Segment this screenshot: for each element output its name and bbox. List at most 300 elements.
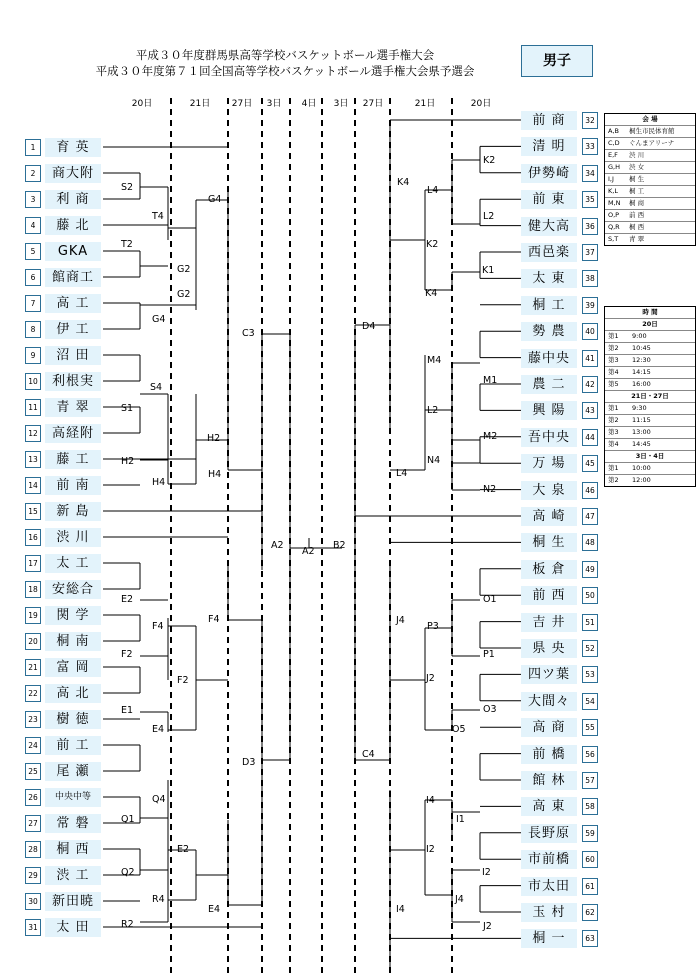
team-number: 52 <box>582 640 598 657</box>
team-entry <box>25 502 103 521</box>
team-entry <box>25 164 103 183</box>
team-name: 前 東 <box>521 190 577 209</box>
team-entry <box>521 137 599 156</box>
match-code: D4 <box>362 321 376 332</box>
team-number: 61 <box>582 878 598 895</box>
team-entry <box>521 296 599 315</box>
slot-time: 16:00 <box>632 380 651 388</box>
slot-time: 12:00 <box>632 476 651 484</box>
day-label: 27日 <box>362 99 384 109</box>
venue-row <box>605 174 695 186</box>
slot-label: 第2 <box>608 416 619 424</box>
match-code: T4 <box>152 211 164 222</box>
schedule-day-label: 3日・4日 <box>605 451 695 463</box>
day-label: 27日 <box>231 99 253 109</box>
team-name: 渋 工 <box>45 866 101 885</box>
match-code: D3 <box>242 757 256 768</box>
match-code: E2 <box>121 594 134 605</box>
schedule-row <box>605 379 695 391</box>
team-name: 青 翠 <box>45 398 101 417</box>
team-entry <box>521 164 599 183</box>
schedule-row <box>605 331 695 343</box>
team-entry <box>521 929 599 948</box>
team-name: 農 二 <box>521 375 577 394</box>
venue-code: M,N <box>608 199 621 207</box>
venue-code: I,J <box>608 175 614 183</box>
team-entry <box>521 533 599 552</box>
schedule-row <box>605 427 695 439</box>
schedule-row <box>605 475 695 486</box>
match-code: T2 <box>121 239 133 250</box>
match-code: E2 <box>177 844 190 855</box>
team-entry <box>25 632 103 651</box>
team-number: 19 <box>25 607 41 624</box>
venue-row <box>605 126 695 138</box>
match-code: A2 <box>302 546 315 557</box>
team-name: 高 北 <box>45 684 101 703</box>
slot-time: 13:00 <box>632 428 651 436</box>
team-number: 38 <box>582 270 598 287</box>
match-code: A2 <box>271 540 284 551</box>
team-entry <box>25 242 103 261</box>
team-entry <box>25 762 103 781</box>
match-code: R2 <box>121 919 134 930</box>
match-code: Q2 <box>121 867 135 878</box>
team-name: 太 工 <box>45 554 101 573</box>
team-name: 育 英 <box>45 138 101 157</box>
team-entry <box>25 528 103 547</box>
team-number: 48 <box>582 534 598 551</box>
match-code: K4 <box>397 177 410 188</box>
team-name: 商大附 <box>45 164 101 183</box>
venue-row <box>605 210 695 222</box>
team-name: 尾 瀬 <box>45 762 101 781</box>
team-name: 桐 生 <box>521 533 577 552</box>
team-name: 前 南 <box>45 476 101 495</box>
gender-label: 男子 <box>521 45 593 77</box>
schedule-row <box>605 415 695 427</box>
match-code: B2 <box>333 540 346 551</box>
team-number: 51 <box>582 614 598 631</box>
team-name: 板 倉 <box>521 560 577 579</box>
team-number: 6 <box>25 269 41 286</box>
team-entry <box>25 606 103 625</box>
team-name: 清 明 <box>521 137 577 156</box>
team-name: 安総合 <box>45 580 101 599</box>
team-entry <box>521 560 599 579</box>
match-code: O5 <box>452 724 466 735</box>
team-number: 36 <box>582 218 598 235</box>
team-name: 玉 村 <box>521 903 577 922</box>
team-entry <box>25 840 103 859</box>
venue-row <box>605 162 695 174</box>
team-entry <box>521 771 599 790</box>
schedule-day-label: 20日 <box>605 319 695 331</box>
venue-name: ぐんまアリーナ <box>629 139 675 147</box>
venue-name: 青 翠 <box>629 235 645 243</box>
slot-label: 第2 <box>608 476 619 484</box>
team-number: 9 <box>25 347 41 364</box>
team-entry <box>521 903 599 922</box>
slot-time: 9:00 <box>632 332 647 340</box>
team-entry <box>25 658 103 677</box>
team-name: 前 商 <box>521 111 577 130</box>
venue-code: G,H <box>608 163 620 171</box>
schedule-day-label: 21日・27日 <box>605 391 695 403</box>
team-name: 館 林 <box>521 771 577 790</box>
venue-code: Q,R <box>608 223 620 231</box>
match-code: K2 <box>483 155 496 166</box>
venue-name: 桐 西 <box>629 223 645 231</box>
slot-time: 10:00 <box>632 464 651 472</box>
slot-time: 9:30 <box>632 404 647 412</box>
team-entry <box>521 375 599 394</box>
team-number: 58 <box>582 798 598 815</box>
team-number: 35 <box>582 191 598 208</box>
match-code: L4 <box>427 185 439 196</box>
venue-row <box>605 222 695 234</box>
team-entry <box>25 346 103 365</box>
match-code: J4 <box>396 615 405 626</box>
team-name: 市太田 <box>521 877 577 896</box>
venue-row <box>605 150 695 162</box>
team-entry <box>25 788 103 807</box>
match-code: K1 <box>482 265 495 276</box>
schedule-row <box>605 343 695 355</box>
team-number: 41 <box>582 350 598 367</box>
team-number: 34 <box>582 165 598 182</box>
team-name: 桐 西 <box>45 840 101 859</box>
slot-label: 第3 <box>608 428 619 436</box>
venue-name: 桐生市民体育館 <box>629 127 675 135</box>
team-name: 前 橋 <box>521 745 577 764</box>
match-code: K2 <box>426 239 439 250</box>
team-entry <box>25 294 103 313</box>
venue-name: 渋 女 <box>629 163 645 171</box>
team-name: 市前橋 <box>521 850 577 869</box>
team-number: 50 <box>582 587 598 604</box>
match-code: L4 <box>396 468 408 479</box>
match-code: N2 <box>483 484 497 495</box>
day-label: 4日 <box>301 99 317 109</box>
match-code: H2 <box>121 456 135 467</box>
venue-code: K,L <box>608 187 618 195</box>
slot-label: 第4 <box>608 440 619 448</box>
team-name: 興 陽 <box>521 401 577 420</box>
team-name: 高 崎 <box>521 507 577 526</box>
team-name: 四ツ葉 <box>521 665 577 684</box>
venue-title: 会 場 <box>605 114 695 126</box>
team-number: 18 <box>25 581 41 598</box>
venue-name: 前 西 <box>629 211 645 219</box>
team-entry <box>521 322 599 341</box>
match-code: S4 <box>150 382 163 393</box>
team-entry <box>521 745 599 764</box>
schedule-row <box>605 439 695 451</box>
team-name: 藤 北 <box>45 216 101 235</box>
match-code: H4 <box>152 477 166 488</box>
team-number: 15 <box>25 503 41 520</box>
team-entry <box>25 736 103 755</box>
team-name: 桐 南 <box>45 632 101 651</box>
team-name: 高経附 <box>45 424 101 443</box>
title-line-1: 平成３０年度群馬県高等学校バスケットボール選手権大会 <box>135 48 435 62</box>
team-entry <box>521 243 599 262</box>
team-entry <box>521 586 599 605</box>
team-number: 17 <box>25 555 41 572</box>
team-entry <box>521 850 599 869</box>
match-code: F4 <box>152 621 164 632</box>
team-entry <box>25 814 103 833</box>
team-entry <box>25 138 103 157</box>
venue-code: E,F <box>608 151 618 159</box>
team-name: 桐 工 <box>521 296 577 315</box>
team-number: 39 <box>582 297 598 314</box>
team-number: 7 <box>25 295 41 312</box>
team-entry <box>25 450 103 469</box>
team-name: 伊勢崎 <box>521 164 577 183</box>
slot-label: 第1 <box>608 332 619 340</box>
team-entry <box>521 349 599 368</box>
venue-code: C,D <box>608 139 620 147</box>
venue-code: A,B <box>608 127 619 135</box>
team-number: 1 <box>25 139 41 156</box>
team-name: 太 田 <box>45 918 101 937</box>
team-entry <box>25 892 103 911</box>
match-code: C4 <box>362 749 375 760</box>
team-number: 22 <box>25 685 41 702</box>
team-entry <box>25 710 103 729</box>
match-code: M2 <box>483 431 498 442</box>
team-name: 伊 工 <box>45 320 101 339</box>
team-number: 49 <box>582 561 598 578</box>
team-number: 14 <box>25 477 41 494</box>
team-number: 31 <box>25 919 41 936</box>
team-number: 44 <box>582 429 598 446</box>
match-code: P1 <box>483 649 495 660</box>
team-name: 前 工 <box>45 736 101 755</box>
match-code: J4 <box>455 894 464 905</box>
match-code: C3 <box>242 328 255 339</box>
team-entry <box>521 401 599 420</box>
team-entry <box>25 372 103 391</box>
match-code: R4 <box>152 894 165 905</box>
team-entry <box>521 639 599 658</box>
team-entry <box>25 424 103 443</box>
venue-row <box>605 234 695 245</box>
match-code: O3 <box>483 704 497 715</box>
team-entry <box>521 217 599 236</box>
day-label: 3日 <box>266 99 282 109</box>
team-number: 11 <box>25 399 41 416</box>
team-name: 高 東 <box>521 797 577 816</box>
team-name: 長野原 <box>521 824 577 843</box>
team-number: 10 <box>25 373 41 390</box>
team-number: 13 <box>25 451 41 468</box>
team-entry <box>25 554 103 573</box>
team-name: 大 泉 <box>521 481 577 500</box>
team-entry <box>521 481 599 500</box>
team-number: 53 <box>582 666 598 683</box>
team-number: 32 <box>582 112 598 129</box>
slot-time: 11:15 <box>632 416 651 424</box>
team-name: 高 商 <box>521 718 577 737</box>
team-name: 富 岡 <box>45 658 101 677</box>
team-entry <box>25 268 103 287</box>
match-code: G2 <box>177 264 191 275</box>
team-entry <box>25 216 103 235</box>
team-entry <box>521 269 599 288</box>
team-name: 健大高 <box>521 217 577 236</box>
team-entry <box>521 797 599 816</box>
team-name: 桐 一 <box>521 929 577 948</box>
team-entry <box>25 918 103 937</box>
venue-code: O,P <box>608 211 620 219</box>
day-label: 3日 <box>333 99 349 109</box>
match-code: I2 <box>426 844 435 855</box>
match-code: S1 <box>121 403 134 414</box>
team-entry <box>521 824 599 843</box>
team-entry <box>521 613 599 632</box>
match-code: M4 <box>427 355 442 366</box>
match-code: H2 <box>207 433 221 444</box>
team-name: 勢 農 <box>521 322 577 341</box>
team-name: 高 工 <box>45 294 101 313</box>
team-name: 前 西 <box>521 586 577 605</box>
team-name: 吉 井 <box>521 613 577 632</box>
team-name: 利 商 <box>45 190 101 209</box>
team-entry <box>521 877 599 896</box>
team-number: 8 <box>25 321 41 338</box>
slot-time: 14:45 <box>632 440 651 448</box>
venue-name: 渋 川 <box>629 151 645 159</box>
team-entry <box>25 190 103 209</box>
team-entry <box>521 111 599 130</box>
match-code: E1 <box>121 705 134 716</box>
team-number: 25 <box>25 763 41 780</box>
match-code: I4 <box>426 795 435 806</box>
team-name: 館商工 <box>45 268 101 287</box>
match-code: E4 <box>152 724 165 735</box>
match-code: G2 <box>177 289 191 300</box>
team-number: 23 <box>25 711 41 728</box>
team-name: 吾中央 <box>521 428 577 447</box>
team-entry <box>521 454 599 473</box>
team-number: 55 <box>582 719 598 736</box>
team-number: 30 <box>25 893 41 910</box>
team-name: 関 学 <box>45 606 101 625</box>
match-code: G4 <box>208 194 222 205</box>
match-code: J2 <box>426 673 435 684</box>
team-number: 2 <box>25 165 41 182</box>
team-number: 40 <box>582 323 598 340</box>
team-number: 28 <box>25 841 41 858</box>
venue-row <box>605 198 695 210</box>
team-number: 45 <box>582 455 598 472</box>
match-code: F4 <box>208 614 220 625</box>
match-code: O1 <box>483 594 497 605</box>
match-code: I2 <box>482 867 491 878</box>
team-entry <box>521 507 599 526</box>
slot-time: 10:45 <box>632 344 651 352</box>
team-name: 西邑楽 <box>521 243 577 262</box>
venue-name: 桐 工 <box>629 187 645 195</box>
team-entry <box>25 398 103 417</box>
team-number: 16 <box>25 529 41 546</box>
schedule-row <box>605 463 695 475</box>
team-name: 新田暁 <box>45 892 101 911</box>
team-name: 太 東 <box>521 269 577 288</box>
slot-label: 第1 <box>608 404 619 412</box>
slot-label: 第3 <box>608 356 619 364</box>
venue-row <box>605 138 695 150</box>
match-code: H4 <box>208 469 222 480</box>
schedule-title: 時 間 <box>605 307 695 319</box>
slot-label: 第4 <box>608 368 619 376</box>
day-label: 20日 <box>470 99 492 109</box>
team-name: 中央中等 <box>45 788 101 807</box>
team-name: 藤 工 <box>45 450 101 469</box>
venue-name: 桐 商 <box>629 199 645 207</box>
match-code: F2 <box>177 675 189 686</box>
venue-table <box>604 113 696 246</box>
team-entry <box>521 692 599 711</box>
match-code: F2 <box>121 649 133 660</box>
team-number: 57 <box>582 772 598 789</box>
team-name: 藤中央 <box>521 349 577 368</box>
team-entry <box>521 718 599 737</box>
match-code: E4 <box>208 904 221 915</box>
team-number: 42 <box>582 376 598 393</box>
team-number: 5 <box>25 243 41 260</box>
team-number: 56 <box>582 746 598 763</box>
team-entry <box>25 866 103 885</box>
venue-code: S,T <box>608 235 619 243</box>
team-number: 59 <box>582 825 598 842</box>
schedule-row <box>605 403 695 415</box>
team-name: 利根実 <box>45 372 101 391</box>
match-code: Q1 <box>121 814 135 825</box>
title-line-2: 平成３０年度第７１回全国高等学校バスケットボール選手権大会県予選会 <box>95 64 475 78</box>
team-entry <box>521 428 599 447</box>
team-entry <box>521 190 599 209</box>
match-code: M1 <box>483 375 498 386</box>
team-name: GKA <box>45 242 101 261</box>
match-code: G4 <box>152 314 166 325</box>
slot-label: 第1 <box>608 464 619 472</box>
day-label: 20日 <box>131 99 153 109</box>
team-name: 沼 田 <box>45 346 101 365</box>
team-name: 常 磐 <box>45 814 101 833</box>
match-code: J2 <box>483 921 492 932</box>
match-code: I1 <box>456 814 465 825</box>
slot-label: 第5 <box>608 380 619 388</box>
match-code: L2 <box>483 211 495 222</box>
team-number: 46 <box>582 482 598 499</box>
team-number: 4 <box>25 217 41 234</box>
schedule-row <box>605 367 695 379</box>
team-entry <box>25 580 103 599</box>
team-number: 37 <box>582 244 598 261</box>
team-entry <box>521 665 599 684</box>
venue-name: 桐 生 <box>629 175 645 183</box>
team-number: 43 <box>582 402 598 419</box>
team-number: 33 <box>582 138 598 155</box>
team-entry <box>25 476 103 495</box>
team-number: 3 <box>25 191 41 208</box>
schedule-table <box>604 306 696 487</box>
team-number: 27 <box>25 815 41 832</box>
